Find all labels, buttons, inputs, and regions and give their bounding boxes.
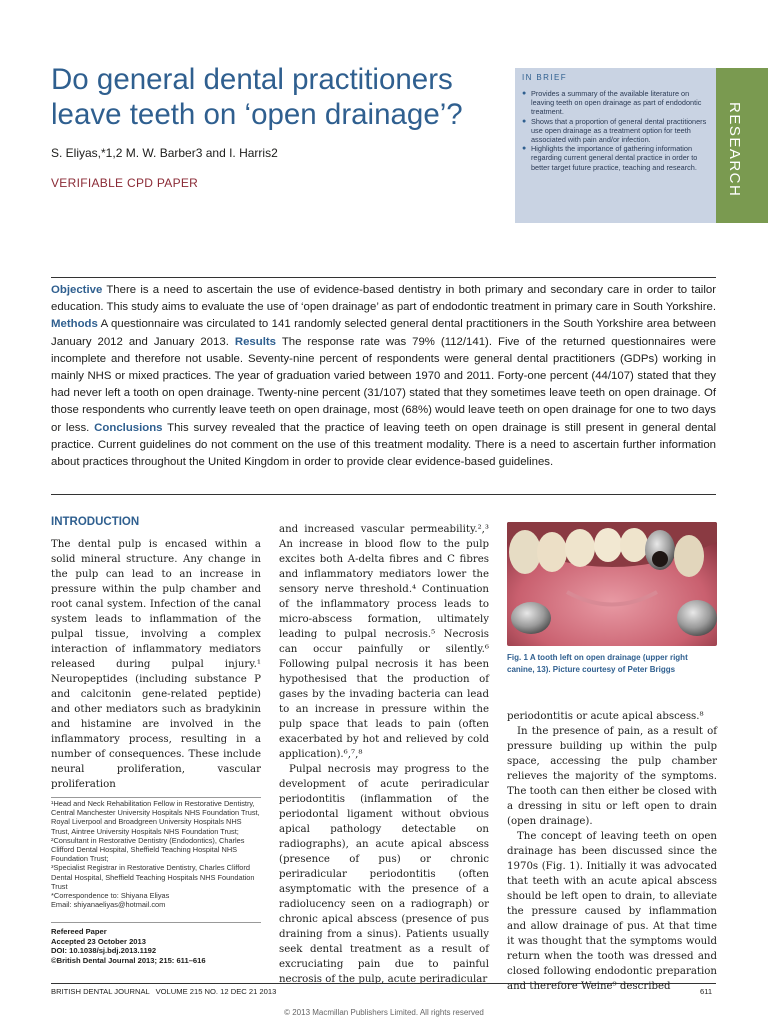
body-column-2 xyxy=(279,522,489,987)
body-column-3 xyxy=(507,709,717,994)
objective-text: There is a need to ascertain the use of evidence-based dentistry in both primary and secondary care in order to tailor education. This study aims to evaluate the use of ‘open drainage’ as part of endodontic treatment in primary care in South Yorkshire. xyxy=(51,284,716,314)
methods-text: A questionnaire was circulated to 141 randomly selected general dental practitioners in the South Yorkshire area between January 2012 and January 2013. xyxy=(51,318,716,348)
in-brief-box xyxy=(515,68,716,223)
abstract-top-rule xyxy=(51,277,716,278)
objective-label: Objective xyxy=(51,284,103,296)
footnote: *Correspondence to: Shiyana Eliyas xyxy=(51,891,170,901)
research-section-tab xyxy=(716,68,768,223)
research-tab-label: RESEARCH xyxy=(726,102,743,198)
abstract xyxy=(51,282,716,471)
body-paragraph: Pulpal necrosis may progress to the development of acute periradicular periodontitis (inflammation of the periodontal ligament without obvious apical pathology detectable on radiographs), an acute apical abscess (presence of pus) or chronic periradicular periodontitis (often asymptomatic with the presence of a radiolucency seen on a radiograph) or chronic apical abscess (presence of pus draining from a sinus). Patients usually seek dental treatment as a result of excruciating pain due to painful necrosis of the pulp, acute periradicular xyxy=(279,764,489,985)
open-drainage-tooth-image xyxy=(507,522,717,646)
figure-1-caption: Fig. 1 A tooth left on open drainage (upper right canine, 13). Picture courtesy of Peter Briggs xyxy=(507,653,688,674)
footnote: Email: shiyanaeliyas@hotmail.com xyxy=(51,900,166,910)
in-brief-list xyxy=(522,89,709,172)
results-text: The response rate was 79% (112/141). Five of the returned questionnaires were incomplete and therefore not usable. Seventy-nine percent of respondents were general dental practitioners (GDPs) working in mainly NHS or mixed practices. The year of graduation varied between 1970 and 2011. Forty-one percent (44/107) stated that they had never left a tooth on open drainage. Twenty-nine percent (31/107) stated that they sometimes leave teeth on open drainage. Of those respondents who currently leave teeth on open drainage, most (68%) would leave teeth on open drainage for one to two days or less. xyxy=(51,335,716,434)
body-paragraph: The dental pulp is encased within a solid mineral structure. Any change in the pulp can lead to an increase in pressure within the pulp chamber and root canal system. Infection of the canal system leads to inflammation of the pulpal tissue, involving a complex interaction of inflammatory mediators released during pulpal injury.¹ Neuropeptides (including substance P and calcitonin gene-related peptide) and other mediators such as bradykinin and histamine are involved in the inflammatory process, resulting in a number of consequences. These include neural proliferation, vascular proliferation xyxy=(51,539,261,790)
footer-rule xyxy=(51,983,716,984)
author-list: S. Eliyas,*1,2 M. W. Barber3 and I. Harris2 xyxy=(51,146,278,160)
conclusions-label: Conclusions xyxy=(94,421,163,434)
cpd-label: VERIFIABLE CPD PAPER xyxy=(51,176,199,190)
refereed-line: Accepted 23 October 2013 xyxy=(51,936,146,946)
body-paragraph: In the presence of pain, as a result of pressure building up within the pulp space, accessing the pulp chamber relieves the majority of the symptoms. The tooth can then either be closed with a dressing in situ or left open to drain (open drainage). xyxy=(507,726,717,827)
in-brief-item: ● Provides a summary of the available literature on leaving teeth on open drainage as part of endodontic treatment. xyxy=(522,89,709,117)
body-paragraph: The concept of leaving teeth on open drainage has been discussed since the 1970s (Fig. 1). Initially it was advocated that teeth with an acute apical abscess should be left open to drain, to alleviate the pressure caused by inflammation and allow drainage of pus. At that time it was thought that the symptoms would return when the tooth was dressed and closed following endodontic preparation and therefore Weine⁹ described xyxy=(507,831,717,992)
body-paragraph: and increased vascular permeability.²,³ An increase in blood flow to the pulp excites both A-delta fibres and C fibres and inflammatory mediators lower the sensory nerve threshold.⁴ Continuation of the inflammatory process leads to micro-abscess formation, ultimately leading to pulpal necrosis.⁵ Necrosis can occur painfully or silently.⁶ Following pulpal necrosis it has been hypothesised that the production of gases by the invading bacteria can lead to an increase in pressure within the pulp space that leads to pain (often exacerbated by hot and relieved by cold application).⁶,⁷,⁸ xyxy=(279,524,489,760)
affiliation-footnotes xyxy=(51,797,261,909)
copyright-notice: © 2013 Macmillan Publishers Limited. All rights reserved xyxy=(284,1008,484,1017)
footnote: ³Specialist Registrar in Restorative Dentistry, Charles Clifford Dental Hospital, Sheffield Teaching Hospitals NHS Foundation Trust xyxy=(51,863,255,891)
refereed-line: DOI: 10.1038/sj.bdj.2013.1192 xyxy=(51,946,157,956)
conclusions-text: This survey revealed that the practice of leaving teeth on open drainage is still present in general dental practice. Current guidelines do not comment on the use of this treatment modality. There is a need to ascertain further information about practices throughout the United Kingdom in order to provide clear evidence-based guidelines. xyxy=(51,421,717,469)
refereed-line: ©British Dental Journal 2013; 215: 611–616 xyxy=(51,955,206,965)
results-label: Results xyxy=(234,335,277,348)
refereed-line: Refereed Paper xyxy=(51,927,107,936)
refereed-info xyxy=(51,922,261,965)
methods-label: Methods xyxy=(51,318,98,331)
figure-1-photo xyxy=(507,522,717,646)
article-title: Do general dental practitioners leave teeth on ‘open drainage’? xyxy=(51,63,463,131)
journal-footer xyxy=(51,987,276,996)
body-paragraph: periodontitis or acute apical abscess.⁸ xyxy=(507,711,704,722)
in-brief-title: IN BRIEF xyxy=(522,73,567,82)
page-number: 611 xyxy=(700,987,713,996)
introduction-heading: INTRODUCTION xyxy=(51,516,140,528)
in-brief-item: ● Highlights the importance of gathering information regarding current general dental practice in order to better target future practice, teaching and research. xyxy=(522,144,709,172)
journal-issue: VOLUME 215 NO. 12 DEC 21 2013 xyxy=(155,987,277,996)
footnote: ¹Head and Neck Rehabilitation Fellow in Restorative Dentistry, Central Manchester University Hospitals NHS Foundation Trust, Royal Liverpool and Broadgreen University Hospitals NHS Trust, Aintree University Hospitals NHS Foundation Trust; ²Consultant in Restorative Dentistry (Endodontics), Charles Clifford Dental Hospital, Sheffield Teaching Hospital NHS Foundation Trust; xyxy=(51,799,260,864)
journal-name: BRITISH DENTAL JOURNAL xyxy=(51,987,150,996)
abstract-bottom-rule xyxy=(51,494,716,495)
body-column-1 xyxy=(51,537,261,792)
in-brief-item: ● Shows that a proportion of general dental practitioners use open drainage as a treatment option for teeth associated with pain and/or infection. xyxy=(522,117,709,145)
